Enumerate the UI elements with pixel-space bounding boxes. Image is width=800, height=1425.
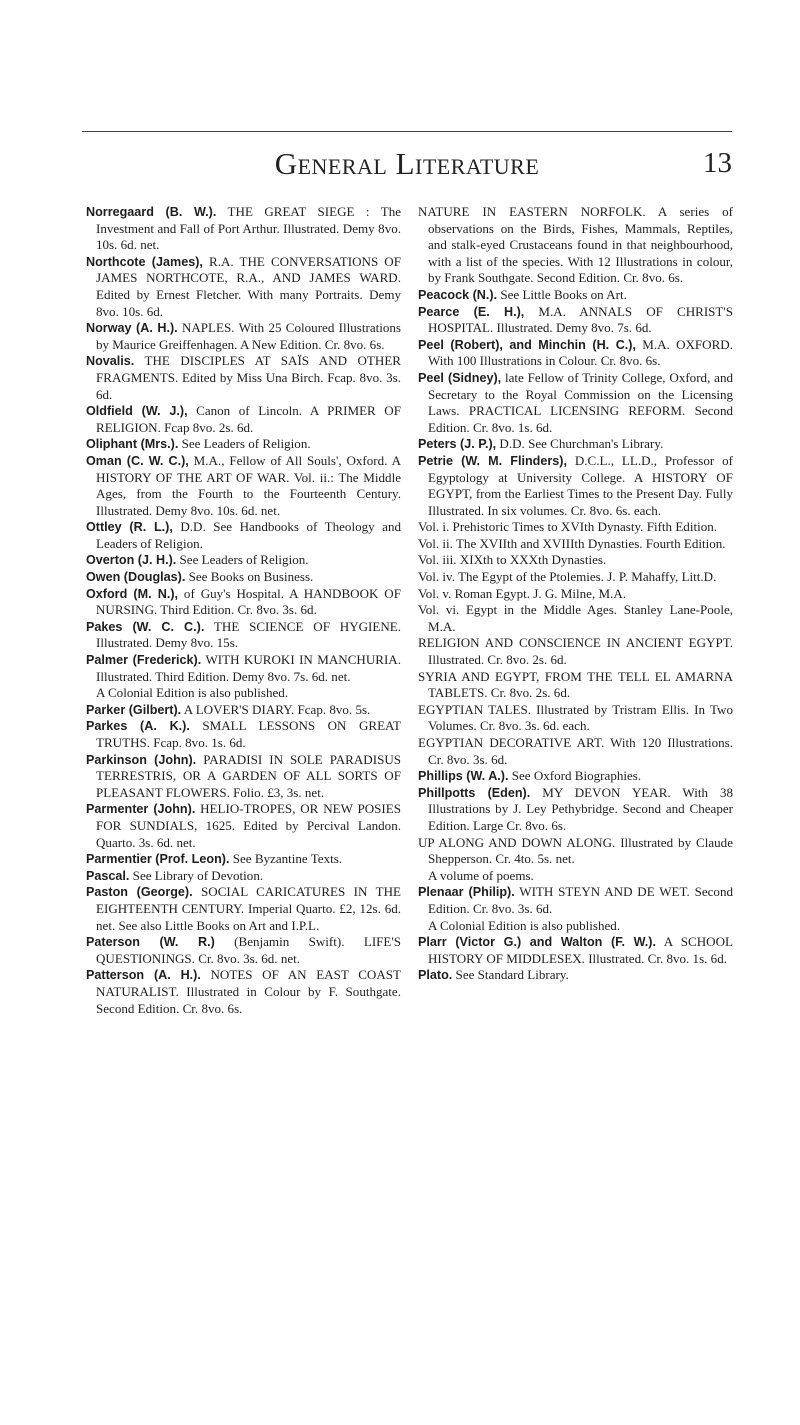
entry-text: See Byzantine Texts. — [229, 851, 343, 867]
entry-text: See Leaders of Religion. — [178, 436, 311, 452]
entry-text: WITH KUROKI IN MANCHURIA. Illustrated. Third Edition. Demy 8vo. 7s. 6d. net. — [96, 652, 401, 684]
entry-text: NOTES OF AN EAST COAST NATURALIST. Illustrated in Colour by F. Southgate. Second Edition. Cr. 8vo. 6s. — [96, 967, 401, 1016]
entry-text: M.A. OXFORD. With 100 Illustrations in Colour. Cr. 8vo. 6s. — [428, 336, 733, 369]
entry-text: A LOVER'S DIARY. Fcap. 8vo. 5s. — [181, 701, 371, 717]
page-title: General Literature — [274, 146, 540, 181]
entry-text: PARADISI IN SOLE PARADISUS TERRESTRIS, OR A GARDEN OF ALL SORTS OF PLEASANT FLOWERS. Folio. £3, 3s. net. — [96, 751, 402, 800]
catalogue-entry — [86, 851, 401, 868]
continued-entry: EGYPTIAN DECORATIVE ART. With 120 Illustrations. Cr. 8vo. 3s. 6d. — [418, 735, 733, 767]
catalogue-entry — [418, 436, 733, 453]
catalogue-entry — [418, 934, 733, 967]
catalogue-entry — [86, 586, 401, 619]
entry-text: THE SCIENCE OF HYGIENE. Illustrated. Demy 8vo. 15s. — [96, 618, 401, 651]
catalogue-entry — [86, 204, 401, 254]
entry-text: late Fellow of Trinity College, Oxford, and Secretary to the Royal Commission on the Licensing Laws. PRACTICAL LICENSING REFORM. Second Edition. Cr. 8vo. 1s. 6d. — [428, 369, 733, 435]
entry-author: Overton (J. H.). — [86, 553, 177, 568]
entry-text: THE GREAT SIEGE : The Investment and Fall of Port Arthur. Illustrated. Demy 8vo. 10s. 6d. net. — [96, 204, 402, 253]
volume-line: Vol. ii. The XVIIth and XVIIIth Dynasties. Fourth Edition. — [418, 535, 726, 551]
entry-author: Paston (George). — [86, 885, 193, 900]
catalogue-entry — [86, 967, 401, 1017]
entry-author: Parmentier (Prof. Leon). — [86, 852, 230, 867]
entry-author: Pakes (W. C. C.). — [86, 619, 205, 634]
catalogue-entry — [86, 868, 401, 885]
catalogue-entry — [86, 552, 401, 569]
volume-line: Vol. i. Prehistoric Times to XVIth Dynasty. Fifth Edition. — [418, 519, 718, 535]
entry-author: Pearce (E. H.), — [418, 304, 525, 319]
entry-author: Peters (J. P.), — [418, 437, 497, 452]
top-rule — [82, 131, 732, 132]
entry-author: Northcote (James), — [86, 254, 203, 269]
entry-text: See Oxford Biographies. — [508, 768, 642, 784]
entry-author: Oliphant (Mrs.). — [86, 437, 179, 452]
entry-text: NAPLES. With 25 Coloured Illustrations by Maurice Greiffenhagen. A New Edition. Cr. 8vo. 6s. — [96, 320, 401, 352]
entry-author: Patterson (A. H.). — [86, 968, 201, 983]
catalogue-entry — [86, 320, 401, 353]
entry-note: A Colonial Edition is also published. — [428, 917, 621, 933]
entry-text: THE DISCIPLES AT SAÏS AND OTHER FRAGMENTS. Edited by Miss Una Birch. Fcap. 8vo. 3s. 6d. — [96, 353, 401, 402]
entry-author: Norregaard (B. W.). — [86, 205, 217, 219]
entry-text: SMALL LESSONS ON GREAT TRUTHS. Fcap. 8vo. 1s. 6d. — [96, 718, 402, 750]
entry-text: See Little Books on Art. — [497, 286, 627, 302]
catalogue-entry — [86, 436, 401, 453]
continued-entry: SYRIA AND EGYPT, FROM THE TELL EL AMARNA TABLETS. Cr. 8vo. 2s. 6d. — [418, 668, 733, 701]
entry-author: Plarr (Victor G.) and Walton (F. W.). — [418, 935, 656, 950]
entry-author: Paterson (W. R.) — [86, 935, 215, 950]
entry-text: M.A. ANNALS OF CHRIST'S HOSPITAL. Illustrated. Demy 8vo. 7s. 6d. — [428, 303, 733, 336]
entry-author: Parkes (A. K.). — [86, 719, 190, 734]
entry-text: A SCHOOL HISTORY OF MIDDLESEX. Illustrated. Cr. 8vo. 1s. 6d. — [428, 934, 733, 966]
entry-text: See Library of Devotion. — [129, 867, 264, 883]
entry-author: Pascal. — [86, 868, 130, 883]
left-column — [86, 204, 401, 1017]
catalogue-entry — [418, 337, 733, 370]
catalogue-entry — [86, 403, 401, 436]
entry-author: Phillpotts (Eden). — [418, 785, 531, 800]
catalogue-entry — [86, 652, 401, 685]
catalogue-entry — [86, 619, 401, 652]
entry-author: Parker (Gilbert). — [86, 702, 182, 717]
entry-text: See Standard Library. — [452, 967, 569, 983]
entry-text: (Benjamin Swift). LIFE'S QUESTIONINGS. Cr. 8vo. 3s. 6d. net. — [96, 934, 401, 966]
catalogue-entry — [418, 884, 733, 917]
volume-line: Vol. iv. The Egypt of the Ptolemies. J. P. Mahaffy, Litt.D. — [418, 569, 717, 585]
catalogue-entry — [86, 353, 401, 403]
volume-line: Vol. vi. Egypt in the Middle Ages. Stanley Lane-Poole, M.A. — [418, 602, 733, 634]
running-header — [82, 146, 732, 186]
continued-entry: UP ALONG AND DOWN ALONG. Illustrated by Claude Shepperson. Cr. 4to. 5s. net. — [418, 834, 733, 867]
entry-text: MY DEVON YEAR. With 38 Illustrations by J. Ley Pethybridge. Second and Cheaper Edition. Large Cr. 8vo. 6s. — [428, 784, 733, 833]
catalogue-entry — [86, 519, 401, 552]
entry-text: M.A., Fellow of All Souls', Oxford. A HISTORY OF THE ART OF WAR. Vol. ii.: The Middle Ages, from the Fourth to the Fourteenth Century. Illustrated. Demy 8vo. 10s. 6d. net. — [96, 452, 402, 518]
entry-text: SOCIAL CARICATURES IN THE EIGHTEENTH CENTURY. Imperial Quarto. £2, 12s. 6d. net. See also Little Books on Art and I.P.L. — [96, 884, 401, 933]
catalogue-entry — [86, 254, 401, 320]
entry-author: Oxford (M. N.), — [86, 586, 179, 601]
catalogue-entry — [418, 785, 733, 835]
entry-author: Novalis. — [86, 354, 135, 369]
catalogue-entry — [86, 752, 401, 802]
entry-author: Peel (Sidney), — [418, 370, 502, 385]
catalogue-entry — [86, 453, 401, 519]
catalogue-entry — [86, 801, 401, 851]
continued-entry: EGYPTIAN TALES. Illustrated by Tristram Ellis. In Two Volumes. Cr. 8vo. 3s. 6d. each. — [418, 701, 733, 734]
entry-author: Norway (A. H.). — [86, 321, 178, 336]
catalogue-entry — [86, 702, 401, 719]
entry-author: Plato. — [418, 968, 453, 983]
catalogue-entry — [418, 768, 733, 785]
continued-entry: RELIGION AND CONSCIENCE IN ANCIENT EGYPT. Illustrated. Cr. 8vo. 2s. 6d. — [418, 635, 733, 668]
page-number: 13 — [703, 147, 732, 179]
entry-text: HELIO-TROPES, OR NEW POSIES FOR SUNDIALS, 1625. Edited by Percival Landon. Quarto. 3s. 6d. net. — [96, 801, 401, 850]
entry-text: Canon of Lincoln. A PRIMER OF RELIGION. Fcap 8vo. 2s. 6d. — [96, 403, 401, 435]
right-column — [418, 204, 733, 984]
catalogue-entry — [418, 370, 733, 436]
entry-author: Phillips (W. A.). — [418, 769, 509, 784]
entry-author: Ottley (R. L.), — [86, 520, 173, 535]
catalogue-entry — [86, 934, 401, 967]
catalogue-entry — [418, 287, 733, 304]
catalogue-entry — [86, 569, 401, 586]
entry-text: D.C.L., LL.D., Professor of Egyptology at University College. A HISTORY OF EGYPT, from the Earliest Times to the Present Day. Fully Illustrated. In six volumes. Cr. 8vo. 6s. each. — [428, 452, 733, 518]
entry-text: See Books on Business. — [185, 569, 314, 585]
entry-note: A volume of poems. — [428, 867, 534, 883]
entry-text: D.D. See Churchman's Library. — [496, 436, 664, 452]
volume-line: Vol. v. Roman Egypt. J. G. Milne, M.A. — [418, 585, 627, 601]
entry-author: Peacock (N.). — [418, 287, 498, 302]
entry-author: Palmer (Frederick). — [86, 653, 202, 668]
catalogue-entry — [418, 304, 733, 337]
entry-author: Petrie (W. M. Flinders), — [418, 453, 567, 468]
continued-entry: NATURE IN EASTERN NORFOLK. A series of observations on the Birds, Fishes, Mammals, Reptiles, and stalk-eyed Crustaceans found in that neighbourhood, with a list of the species. With 12 Illustrations in colour, by Frank Southgate. Second Edition. Cr. 8vo. 6s. — [418, 204, 733, 286]
catalogue-entry — [86, 884, 401, 934]
entry-text: R.A. THE CONVERSATIONS OF JAMES NORTHCOTE, R.A., AND JAMES WARD. Edited by Ernest Fletcher. With many Portraits. Demy 8vo. 10s. 6d. — [96, 253, 401, 319]
entry-author: Parmenter (John). — [86, 802, 196, 817]
entry-author: Parkinson (John). — [86, 752, 197, 767]
entry-note: A Colonial Edition is also published. — [96, 685, 289, 701]
entry-author: Oldfield (W. J.), — [86, 404, 188, 419]
catalogue-entry — [86, 718, 401, 751]
entry-text: D.D. See Handbooks of Theology and Leaders of Religion. — [96, 519, 401, 551]
entry-author: Oman (C. W. C.), — [86, 453, 189, 468]
catalogue-entry — [418, 967, 733, 984]
entry-text: WITH STEYN AND DE WET. Second Edition. Cr. 8vo. 3s. 6d. — [428, 884, 733, 916]
entry-author: Peel (Robert), and Minchin (H. C.), — [418, 337, 636, 352]
volume-line: Vol. iii. XIXth to XXXth Dynasties. — [418, 552, 607, 568]
entry-text: of Guy's Hospital. A HANDBOOK OF NURSING. Third Edition. Cr. 8vo. 3s. 6d. — [96, 585, 401, 618]
entry-text: See Leaders of Religion. — [176, 552, 309, 568]
entry-author: Owen (Douglas). — [86, 570, 186, 585]
catalogue-entry — [418, 453, 733, 519]
entry-author: Plenaar (Philip). — [418, 885, 515, 900]
